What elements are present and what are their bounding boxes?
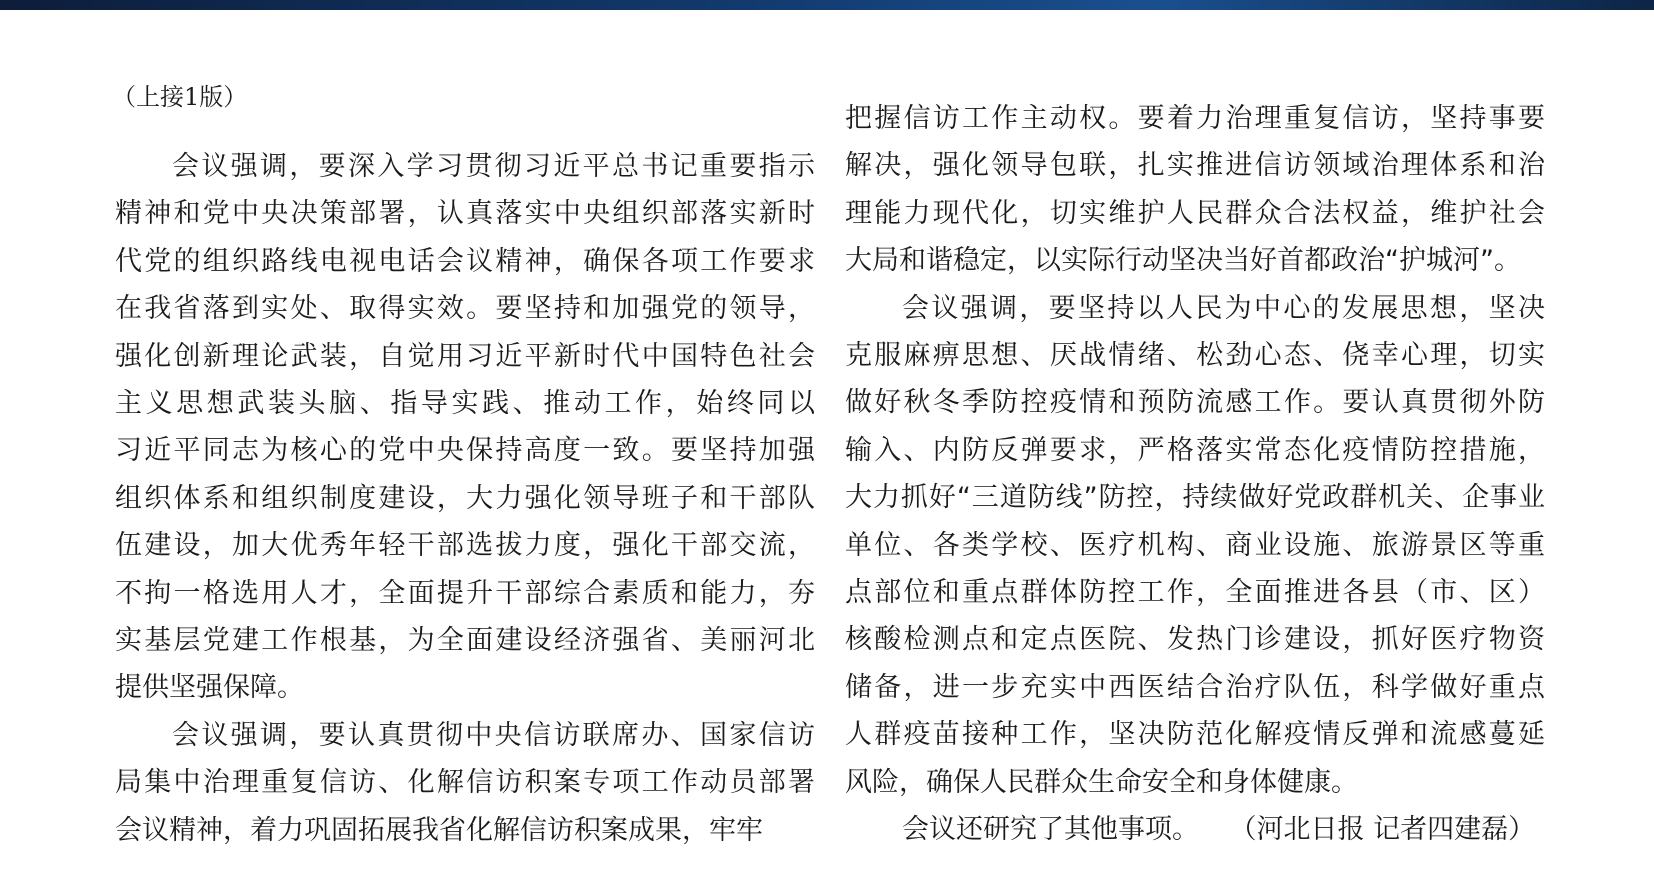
header-color-bar	[0, 0, 1654, 10]
text-line: 提供坚强保障。	[115, 672, 304, 704]
text-line: 会议精神，着力巩固拓展我省化解信访积案成果，牢牢	[115, 814, 763, 846]
text-line: 会议强调，要坚持以人民为中心的发展思想，坚决	[902, 292, 1545, 324]
right-column-body	[845, 95, 1545, 806]
text-line: 做好秋冬季防控疫情和预防流感工作。要认真贯彻外防	[845, 387, 1545, 419]
text-line: 强化创新理论武装，自觉用习近平新时代中国特色社会	[115, 340, 815, 372]
text-line: 把握信访工作主动权。要着力治理重复信访，坚持事要	[845, 103, 1545, 134]
text-line: 风险，确保人民群众生命安全和身体健康。	[845, 766, 1358, 798]
text-line: 实基层党建工作根基，为全面建设经济强省、美丽河北	[115, 625, 815, 657]
byline: （河北日报 记者四建磊）	[1243, 814, 1536, 846]
text-line: 人群疫苗接种工作，坚决防范化解疫情反弹和流感蔓延	[845, 719, 1545, 751]
text-line: 伍建设，加大优秀年轻干部选拔力度，强化干部交流，	[115, 530, 815, 562]
article-right-column	[845, 95, 1545, 854]
text-line: 克服麻痹思想、厌战情绪、松劲心态、侥幸心理，切实	[845, 340, 1545, 372]
text-line: 不拘一格选用人才，全面提升干部综合素质和能力，夯	[115, 577, 815, 609]
text-line: 输入、内防反弹要求，严格落实常态化疫情防控措施，	[845, 434, 1545, 466]
text-line: 会议强调，要深入学习贯彻习近平总书记重要指示	[172, 151, 815, 182]
text-line: 核酸检测点和定点医院、发热门诊建设，抓好医疗物资	[845, 624, 1545, 656]
text-line: 单位、各类学校、医疗机构、商业设施、旅游景区等重	[845, 529, 1545, 561]
text-line: 储备，进一步充实中西医结合治疗队伍，科学做好重点	[845, 671, 1545, 703]
text-line: 精神和党中央决策部署，认真落实中央组织部落实新时	[115, 198, 815, 230]
closing-sentence: 会议还研究了其他事项。	[902, 814, 1199, 846]
text-line: 点部位和重点群体防控工作，全面推进各县（市、区）	[845, 577, 1545, 609]
text-line: 解决，强化领导包联，扎实推进信访领域治理体系和治	[845, 150, 1545, 182]
text-line: 大力抓好“三道防线”防控，持续做好党政群机关、企事业	[845, 482, 1545, 514]
continued-from-page-marker: （上接1版）	[112, 83, 248, 111]
closing-line	[845, 806, 1545, 853]
text-line: 局集中治理重复信访、化解信访积案专项工作动员部署	[115, 767, 815, 799]
article-paragraph	[115, 712, 815, 854]
text-line: 在我省落到实处、取得实效。要坚持和加强党的领导，	[115, 293, 815, 325]
text-line: 组织体系和组织制度建设，大力强化领导班子和干部队	[115, 482, 815, 514]
text-line: 理能力现代化，切实维护人民群众合法权益，维护社会	[845, 197, 1545, 229]
text-line: 习近平同志为核心的党中央保持高度一致。要坚持加强	[115, 435, 815, 467]
article-paragraph	[845, 285, 1545, 806]
text-line: 会议强调，要认真贯彻中央信访联席办、国家信访	[172, 719, 815, 751]
article-paragraph	[115, 143, 815, 712]
text-line: 主义思想武装头脑、指导实践、推动工作，始终同以	[115, 388, 815, 420]
text-line: 代党的组织路线电视电话会议精神，确保各项工作要求	[115, 245, 815, 277]
left-column-body	[115, 143, 815, 854]
article-paragraph	[845, 95, 1545, 285]
text-line: 大局和谐稳定，以实际行动坚决当好首都政治“护城河”。	[845, 245, 1521, 277]
